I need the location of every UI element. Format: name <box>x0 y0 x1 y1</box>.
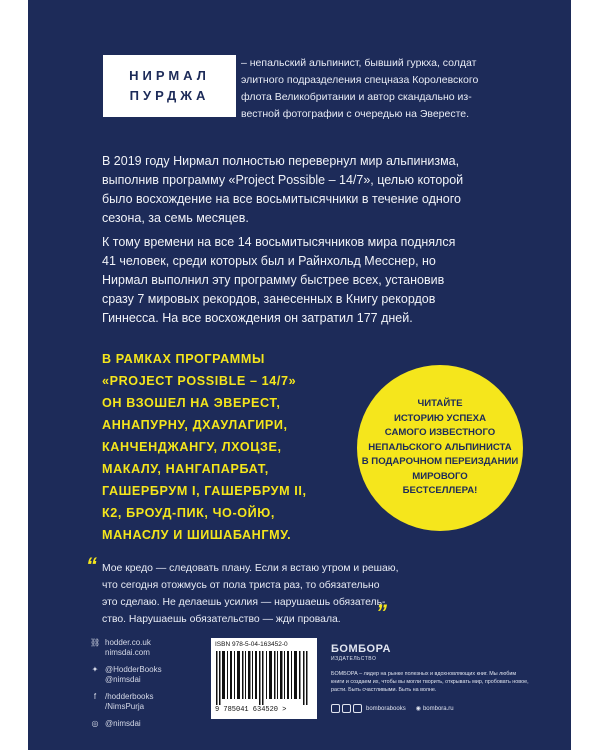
promo-line: БЕСТСЕЛЛЕРА! <box>402 485 478 497</box>
paragraph-line: сразу 7 мировых рекордов, занесенных в Книгу рекордов <box>102 292 436 306</box>
vk-icon <box>331 704 340 713</box>
quote-close-mark: ” <box>376 600 387 625</box>
highlight-line: МАКАЛУ, НАНГАПАРБАТ, <box>102 462 269 476</box>
promo-line: ИСТОРИЮ УСПЕХА <box>393 412 487 424</box>
social-web <box>90 638 200 658</box>
social-twitter <box>90 665 200 685</box>
quote-open-mark: “ <box>86 553 97 578</box>
highlight-line: АННАПУРНУ, ДХАУЛАГИРИ, <box>102 418 288 432</box>
author-name-first: НИРМАЛ <box>129 68 210 83</box>
barcode-digits: 9 785041 634520 > <box>215 706 287 714</box>
social-links <box>90 638 200 736</box>
social-facebook <box>90 692 200 712</box>
instagram-icon: ◎ <box>91 719 99 728</box>
highlight-line: ОН ВЗОШЕЛ НА ЭВЕРЕСТ, <box>102 396 281 410</box>
paragraph-line: В 2019 году Нирмал полностью перевернул мир альпинизма, <box>102 154 460 168</box>
publisher-handle[interactable]: bomborabooks <box>366 705 406 712</box>
barcode-bars <box>216 651 312 705</box>
highlight-line: КАНЧЕНДЖАНГУ, ЛХОЦЗЕ, <box>102 440 282 454</box>
paragraph-records <box>102 233 522 328</box>
twitter-handle[interactable]: @nimsdai <box>105 675 141 684</box>
publisher-description: БОМБОРА – лидер на рынке полезных и вдохновляющих книг. Мы любим книги и создаем их, чтобы вы могли творить, открывать мир, пробовать новое, расти. Быть счастливыми. Быть на волне. <box>331 671 529 693</box>
web-link[interactable]: hodder.co.uk <box>105 638 151 647</box>
promo-line: В ПОДАРОЧНОМ ПЕРЕИЗДАНИИ <box>361 456 519 468</box>
promo-circle <box>357 365 523 531</box>
promo-line: МИРОВОГО <box>412 470 468 482</box>
bio-line: – непальский альпинист, бывший гуркха, солдат <box>241 57 477 69</box>
highlight-line: «PROJECT POSSIBLE – 14/7» <box>102 374 297 388</box>
quote-line: что сегодня отожмусь от пола триста раз, то обязательно <box>102 580 380 591</box>
publisher-site[interactable]: bombora.ru <box>422 705 454 712</box>
social-instagram <box>90 719 200 729</box>
highlight-line: В РАМКАХ ПРОГРАММЫ <box>102 352 265 366</box>
twitter-handle[interactable]: @HodderBooks <box>105 665 162 674</box>
instagram-handle[interactable]: @nimsdai <box>105 719 141 728</box>
promo-line: САМОГО ИЗВЕСТНОГО <box>384 427 496 439</box>
globe-icon: ◉ <box>415 706 421 712</box>
author-bio <box>241 55 521 123</box>
highlight-line: МАНАСЛУ И ШИШАБАНГМУ. <box>102 528 292 542</box>
twitter-icon: ✦ <box>91 665 99 674</box>
facebook-handle[interactable]: /NimsPurja <box>105 702 145 711</box>
quote-line: ство. Нарушаешь обязательство — жди провала. <box>102 614 341 625</box>
highlight-line: ГАШЕРБРУМ I, ГАШЕРБРУМ II, <box>102 484 307 498</box>
author-name-box <box>103 55 236 117</box>
youtube-icon <box>342 704 351 713</box>
isbn-text: ISBN 978-5-04-163452-0 <box>215 641 288 648</box>
bio-line: вестной фотографии с очередью на Эвересте. <box>241 108 470 120</box>
paragraph-line: выполнив программу «Project Possible – 14/7», целью которой <box>102 173 464 187</box>
author-name-last: ПУРДЖА <box>129 88 210 103</box>
bio-line: элитного подразделения спецназа Королевского <box>241 74 479 86</box>
quote-line: Мое кредо — следовать плану. Если я встаю утром и решаю, <box>102 563 399 574</box>
link-icon: ⛓ <box>90 638 101 647</box>
quote-line: это сделаю. Не делаешь усилия — нарушаешь обязатель- <box>102 597 386 608</box>
promo-line: ЧИТАЙТЕ <box>417 398 463 410</box>
highlight-line: К2, БРОУД-ПИК, ЧО-ОЙЮ, <box>102 506 275 520</box>
barcode <box>211 638 317 719</box>
author-quote <box>102 560 402 628</box>
paragraph-line: было восхождение на все восьмитысячники в течение одного <box>102 192 461 206</box>
back-cover <box>28 0 571 750</box>
paragraph-project <box>102 152 522 228</box>
promo-line: НЕПАЛЬСКОГО АЛЬПИНИСТА <box>368 441 512 453</box>
facebook-icon: f <box>93 692 97 701</box>
publisher-links <box>331 704 536 713</box>
peaks-highlight <box>102 348 352 546</box>
publisher-logo: БОМБОРА <box>331 643 391 655</box>
paragraph-line: К тому времени на все 14 восьмитысячников мира поднялся <box>102 235 456 249</box>
paragraph-line: Нирмал выполнил эту программу быстрее всех, установив <box>102 273 445 287</box>
publisher-subtitle: ИЗДАТЕЛЬСТВО <box>331 656 377 662</box>
telegram-icon <box>353 704 362 713</box>
facebook-handle[interactable]: /hodderbooks <box>105 692 154 701</box>
web-link[interactable]: nimsdai.com <box>105 648 150 657</box>
bio-line: флота Великобритании и автор скандально из- <box>241 91 472 103</box>
publisher-block <box>331 643 536 713</box>
paragraph-line: Гиннесса. На все восхождения он затратил 177 дней. <box>102 311 413 325</box>
paragraph-line: сезона, за семь месяцев. <box>102 211 249 225</box>
paragraph-line: 41 человек, среди которых был и Райнхольд Месснер, но <box>102 254 436 268</box>
